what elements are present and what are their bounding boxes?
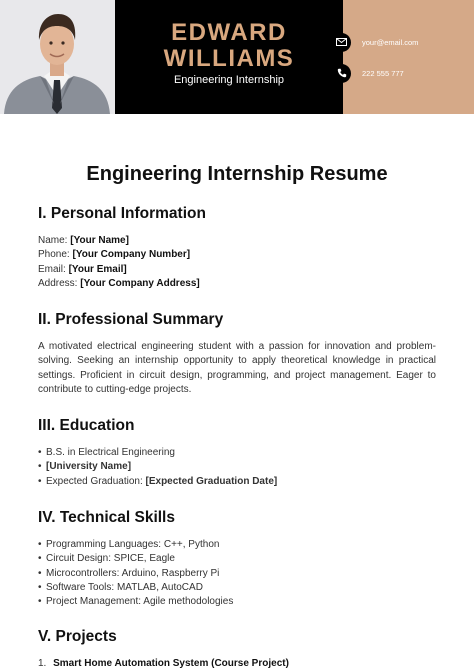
- degree-text: B.S. in Electrical Engineering: [46, 447, 175, 458]
- section-heading: I. Personal Information: [38, 205, 206, 222]
- professional-summary-section: [38, 310, 436, 397]
- resume-title: Engineering Internship Resume: [86, 163, 388, 185]
- list-item: • Software Tools: MATLAB, AutoCAD: [38, 581, 436, 595]
- personal-information-section: [38, 204, 436, 291]
- section-heading: III. Education: [38, 417, 135, 434]
- name-panel: [115, 0, 343, 114]
- list-item: • Project Management: Agile methodologies: [38, 595, 436, 609]
- field-value: [Your Name]: [70, 235, 129, 246]
- technical-skills-section: [38, 508, 436, 609]
- education-section: [38, 416, 436, 489]
- field-value: [Your Company Address]: [80, 277, 200, 289]
- field-label: Name:: [38, 235, 68, 246]
- list-item: • Microcontrollers: Arduino, Raspberry Pi: [38, 567, 436, 581]
- list-item: [38, 446, 436, 460]
- contact-panel: [343, 0, 474, 114]
- email-contact: [332, 32, 418, 52]
- phone-field: [38, 248, 436, 262]
- field-label: Address:: [38, 277, 78, 289]
- email-text[interactable]: your@email.com: [362, 37, 419, 47]
- last-name: WILLIAMS: [163, 45, 295, 72]
- email-field: [38, 263, 436, 277]
- list-item: • Circuit Design: SPICE, Eagle: [38, 552, 436, 566]
- phone-text[interactable]: 222 555 777: [362, 68, 404, 78]
- section-heading: V. Projects: [38, 628, 117, 645]
- profile-photo: [0, 0, 115, 114]
- section-heading: II. Professional Summary: [38, 311, 224, 328]
- first-name: EDWARD: [171, 19, 287, 46]
- address-field: [38, 277, 436, 291]
- job-subtitle: Engineering Internship: [173, 74, 285, 86]
- project-number: 1.: [38, 658, 47, 669]
- field-value: [Your Email]: [68, 263, 127, 275]
- phone-icon: [332, 64, 351, 83]
- project-title: Smart Home Automation System (Course Project): [53, 658, 289, 669]
- section-heading: IV. Technical Skills: [38, 509, 175, 526]
- list-item: • Programming Languages: C++, Python: [38, 538, 436, 552]
- list-item: [38, 460, 436, 474]
- project-item: [38, 657, 436, 671]
- list-item: [38, 475, 436, 489]
- field-label: Phone:: [38, 249, 70, 261]
- graduation-label: Expected Graduation:: [46, 475, 143, 487]
- name-field: [38, 234, 436, 248]
- field-value: [Your Company Number]: [72, 249, 191, 261]
- email-icon: [332, 33, 351, 52]
- field-label: Email:: [38, 263, 66, 275]
- university-name: [University Name]: [46, 461, 132, 473]
- summary-text: A motivated electrical engineering student with a passion for innovation and problem-solving. Seeking an internship opportunity to apply theoretical knowledge in practical settings. Proficient in circuit design, programming, and project management. Eager to contribute to cutting-edge projects.: [38, 341, 436, 395]
- projects-section: [38, 627, 436, 671]
- resume-header: [0, 0, 474, 114]
- phone-contact: [332, 63, 404, 83]
- graduation-date: [Expected Graduation Date]: [145, 475, 278, 487]
